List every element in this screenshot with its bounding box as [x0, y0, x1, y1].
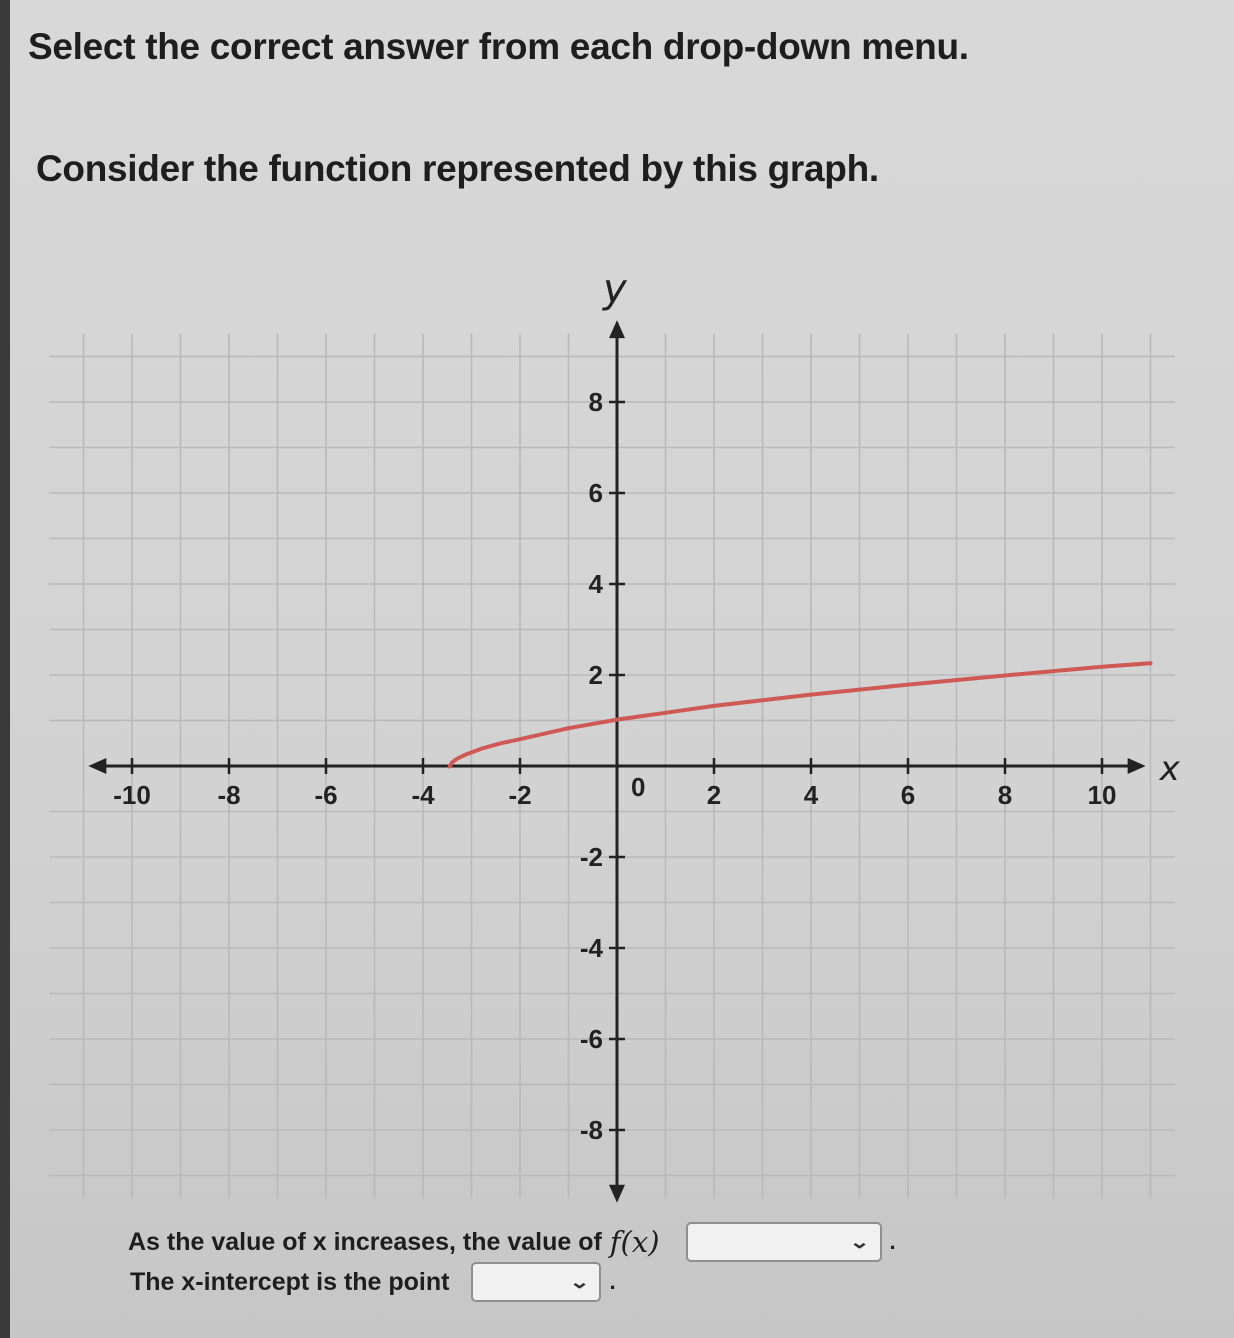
question-2-period: . — [609, 1269, 616, 1294]
question-1 — [128, 1222, 896, 1262]
y-tick-label: 4 — [588, 569, 603, 599]
instructions-text: Select the correct answer from each drop-down menu. — [28, 26, 969, 67]
y-axis-arrow-up — [609, 320, 625, 338]
y-axis-arrow-down — [609, 1185, 625, 1203]
x-tick-label: 4 — [803, 780, 819, 810]
y-axis-label: y — [603, 266, 627, 313]
question-2 — [130, 1262, 616, 1302]
x-axis-label: x — [1159, 749, 1180, 789]
y-tick-label: -2 — [579, 842, 603, 872]
chevron-down-icon: ⌄ — [849, 1232, 871, 1252]
x-intercept-dropdown[interactable] — [471, 1262, 601, 1302]
function-curve — [450, 663, 1151, 766]
y-tick-label: 8 — [588, 387, 603, 417]
x-tick-label: -6 — [314, 780, 338, 810]
x-tick-label: 8 — [997, 780, 1013, 810]
x-tick-label: -2 — [508, 780, 532, 810]
chevron-down-icon: ⌄ — [569, 1272, 591, 1292]
fx-behavior-dropdown[interactable] — [686, 1222, 882, 1262]
question-2-text: The x-intercept is the point — [130, 1267, 450, 1296]
y-tick-label: 6 — [588, 478, 603, 508]
x-tick-label: 2 — [706, 780, 722, 810]
question-1-period: . — [889, 1229, 896, 1254]
x-tick-label: -8 — [217, 780, 241, 810]
x-tick-label: -10 — [113, 780, 151, 810]
origin-label: 0 — [631, 772, 646, 802]
function-notation: f(x) — [609, 1225, 660, 1259]
y-tick-label: -8 — [579, 1115, 603, 1145]
plotted-series — [450, 663, 1151, 766]
x-axis-arrow-right — [1128, 758, 1146, 774]
x-tick-label: 10 — [1087, 780, 1117, 810]
question-1-text: As the value of x increases, the value of — [128, 1227, 602, 1256]
axes — [88, 320, 1145, 1203]
y-tick-label: 2 — [588, 660, 603, 690]
tick-labels — [113, 266, 1180, 1145]
x-axis-arrow-left — [88, 758, 106, 774]
x-tick-label: -4 — [411, 780, 435, 810]
question-prompt: Consider the function represented by this graph. — [36, 148, 879, 189]
y-tick-label: -6 — [579, 1024, 603, 1054]
x-tick-label: 6 — [900, 780, 916, 810]
y-tick-label: -4 — [579, 933, 603, 963]
